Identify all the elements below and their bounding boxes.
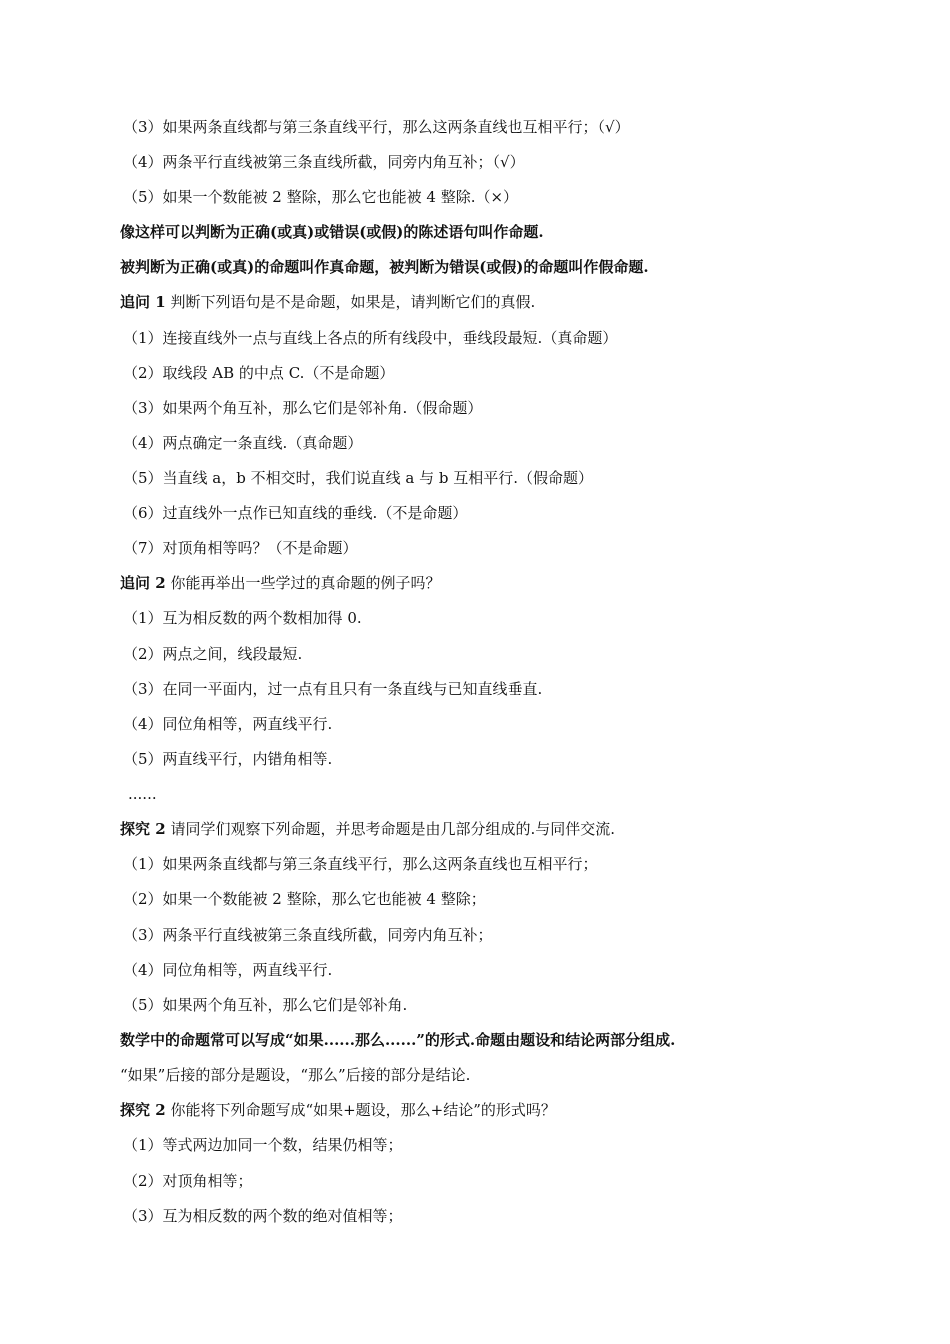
- text-line: （6）过直线外一点作已知直线的垂线.（不是命题）: [123, 504, 468, 522]
- definition-line: 数学中的命题常可以写成“如果......那么......”的形式.命题由题设和结论两部分组成.: [120, 1031, 676, 1049]
- question-label: 追问 2: [120, 574, 166, 592]
- definition-line: 被判断为正确(或真)的命题叫作真命题，被判断为错误(或假)的命题叫作假命题.: [120, 258, 649, 276]
- text-line: （4）两点确定一条直线.（真命题）: [123, 434, 363, 452]
- text-line: （5）如果一个数能被 2 整除，那么它也能被 4 整除.（×）: [123, 188, 519, 206]
- question-heading: [120, 573, 440, 593]
- text-line: （2）两点之间，线段最短.: [123, 645, 303, 663]
- text-line: （7）对顶角相等吗？（不是命题）: [123, 539, 358, 557]
- text-line: （3）互为相反数的两个数的绝对值相等；: [123, 1207, 403, 1225]
- text-line: （4）同位角相等，两直线平行.: [123, 715, 333, 733]
- text-line: （1）连接直线外一点与直线上各点的所有线段中，垂线段最短.（真命题）: [123, 329, 618, 347]
- question-text: 你能将下列命题写成“如果+题设，那么+结论”的形式吗？: [165, 1101, 556, 1119]
- question-label: 探究 2: [120, 820, 166, 838]
- definition-line: 像这样可以判断为正确(或真)或错误(或假)的陈述语句叫作命题.: [120, 223, 544, 241]
- question-heading: [120, 819, 615, 839]
- question-text: 请同学们观察下列命题，并思考命题是由几部分组成的.与同伴交流.: [165, 820, 615, 838]
- question-text: 你能再举出一些学过的真命题的例子吗？: [165, 574, 441, 592]
- text-line: （5）如果两个角互补，那么它们是邻补角.: [123, 996, 408, 1014]
- question-heading: [120, 292, 535, 312]
- text-line: （1）如果两条直线都与第三条直线平行，那么这两条直线也互相平行；: [123, 855, 598, 873]
- text-line: （1）等式两边加同一个数，结果仍相等；: [123, 1136, 403, 1154]
- text-line: （4）同位角相等，两直线平行.: [123, 961, 333, 979]
- text-line: （3）两条平行直线被第三条直线所截，同旁内角互补；: [123, 926, 493, 944]
- text-line: （2）对顶角相等；: [123, 1172, 253, 1190]
- question-label: 追问 1: [120, 293, 166, 311]
- question-heading: [120, 1100, 556, 1120]
- text-line: （5）当直线 a，b 不相交时，我们说直线 a 与 b 互相平行.（假命题）: [123, 469, 594, 487]
- text-line: （4）两条平行直线被第三条直线所截，同旁内角互补；（√）: [123, 153, 525, 171]
- text-line: “如果”后接的部分是题设，“那么”后接的部分是结论.: [120, 1066, 471, 1084]
- question-label: 探究 2: [120, 1101, 166, 1119]
- question-text: 判断下列语句是不是命题，如果是，请判断它们的真假.: [165, 293, 536, 311]
- text-line: （2）如果一个数能被 2 整除，那么它也能被 4 整除；: [123, 890, 486, 908]
- text-line: （3）在同一平面内，过一点有且只有一条直线与已知直线垂直.: [123, 680, 543, 698]
- text-line: （3）如果两个角互补，那么它们是邻补角.（假命题）: [123, 399, 483, 417]
- text-line: （5）两直线平行，内错角相等.: [123, 750, 333, 768]
- text-line: （2）取线段 AB 的中点 C.（不是命题）: [123, 364, 395, 382]
- text-line: （3）如果两条直线都与第三条直线平行，那么这两条直线也互相平行；（√）: [123, 118, 630, 136]
- text-line: （1）互为相反数的两个数相加得 0.: [123, 609, 362, 627]
- ellipsis-line: ......: [128, 785, 157, 803]
